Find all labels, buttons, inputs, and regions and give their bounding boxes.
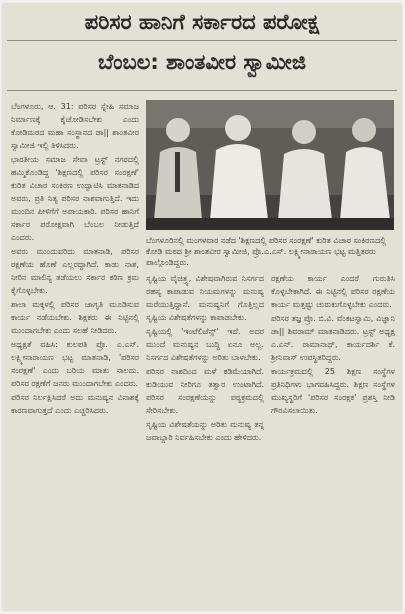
paragraph: ಅಧ್ಯಕ್ಷತೆ ವಹಿಸಿ: ಕುಲಪತಿ ಪ್ರೊ. ಎ.ಎಸ್. ಲಕ್ಷ್ಮೀನಾರಾಯಣ ಭಟ್ಟ ಮಾತನಾಡಿ, 'ಪರಿಸರ ಸಂರಕ್ಷಣೆ' ಎಂದು ಬರಿಯ ಮಾತು ಸಾಲದು. ಪರಿಸರ ರಕ್ಷಣೆಗೆ ಜನರು ಮುಂದಾಗಬೇಕು ಎಂದರು. bbox=[11, 340, 139, 388]
news-photo-illustration bbox=[146, 100, 394, 230]
article-column-3 bbox=[271, 272, 395, 418]
headline-bottom-rule bbox=[7, 90, 397, 91]
headline-line-2: ಬೆಂಬಲ: ಶಾಂತವೀರ ಸ್ವಾಮೀಜಿ bbox=[98, 50, 306, 74]
article-column-2 bbox=[146, 272, 264, 445]
paragraph: ಪರಿಸರ ನಾಶದಿಂದ ಮಳೆ ಕಡಿಮೆಯಾಗಿದೆ. ಕುಡಿಯುವ ನೀರಿಗೂ ತತ್ವಾರ ಉಂಟಾಗಿದೆ. ಪರಿಸರ ಸಂರಕ್ಷಣೆಯನ್ನು ಪಠ್ಯಕ್ರಮದಲ್ಲಿ ಸೇರಿಸಬೇಕು. bbox=[146, 367, 264, 415]
newspaper-clipping bbox=[3, 4, 401, 610]
paragraph: ಸೃಷ್ಟಿಯಲ್ಲಿ 'ಇಂಟೆಲಿಜೆನ್ಸ್' ಇದೆ. ಅದರ ಮುಂದೆ ಮನುಷ್ಯನ ಬುದ್ಧಿ ಏನೂ ಅಲ್ಲ. ನಿಸರ್ಗದ ವಿಶೇಷತೆಗಳನ್ನು ಅರಿತು ಬಾಳಬೇಕು. bbox=[146, 327, 264, 362]
paragraph: ಸೃಷ್ಟಿಯ ವೈಚಿತ್ರ್ಯ, ವಿಶೇಷವಾಗಿರುವ ನಿಸರ್ಗದ ರಹಸ್ಯ ಕಾಪಾಡುವ ನಿಯಮಗಳನ್ನು ಮನುಷ್ಯ ಮರೆಯುತ್ತಿದ್ದಾನೆ. ಮನುಷ್ಯನಿಗೆ ಗೊತ್ತಿಲ್ಲದ ಸೃಷ್ಟಿಯ ವಿಶೇಷತೆಗಳನ್ನು ಕಾಪಾಡಬೇಕು. bbox=[146, 274, 264, 322]
paragraph: ಅವರು ಮುಂದುವರಿದು ಮಾತನಾಡಿ, ಪರಿಸರ ರಕ್ಷಣೆಯ ಹೊಣೆ ಎಲ್ಲರದ್ದಾಗಿದೆ. ಕಾಡು ನಾಶ, ನೀರಿನ ಮಾಲಿನ್ಯ ತಡೆಯಲು ಸರ್ಕಾರ ಕಠಿಣ ಕ್ರಮ ಕೈಗೊಳ್ಳಬೇಕು. bbox=[11, 247, 139, 295]
paragraph: ಭಾರತೀಯ ಸಮಾಜ ಸೇವಾ ಟ್ರಸ್ಟ್ ನಗರದಲ್ಲಿ ಹಮ್ಮಿಕೊಂಡಿದ್ದ 'ಶಿಕ್ಷಣದಲ್ಲಿ ಪರಿಸರ ಸಂರಕ್ಷಣೆ' ಕುರಿತ ವಿಚಾರ ಸಂಕಿರಣ ಉದ್ಘಾಟಿಸಿ ಮಾತನಾಡಿದ ಅವರು, ಪ್ರತಿ ನಿತ್ಯ ಪರಿಸರ ನಾಶವಾಗುತ್ತಿದೆ. ಇದು ಮುಂದಿನ ಪೀಳಿಗೆಗೆ ಅಪಾಯಕಾರಿ. ಪರಿಸರ ಹಾನಿಗೆ ಸರ್ಕಾರ ಪರೋಕ್ಷವಾಗಿ ಬೆಂಬಲ ನೀಡುತ್ತಿದೆ ಎಂದರು. bbox=[11, 155, 139, 242]
photo-caption: ಬೆಂಗಳೂರಿನಲ್ಲಿ ಮಂಗಳವಾರ ನಡೆದ 'ಶಿಕ್ಷಣದಲ್ಲಿ ಪರಿಸರ ಸಂರಕ್ಷಣೆ' ಕುರಿತ ವಿಚಾರ ಸಂಕಿರಣದಲ್ಲಿ ಕೋಡಿ ಮಠದ ಶ್ರೀ ಶಾಂತವೀರ ಸ್ವಾಮೀಜಿ, ಪ್ರೊ.ಎ.ಎಸ್. ಲಕ್ಷ್ಮೀನಾರಾಯಣ ಭಟ್ಟ ಮತ್ತಿತರರು ಪಾಲ್ಗೊಂಡಿದ್ದರು. bbox=[146, 236, 387, 267]
paragraph: ಶಾಲಾ ಮಕ್ಕಳಲ್ಲಿ ಪರಿಸರ ಜಾಗೃತಿ ಮೂಡಿಸುವ ಕಾರ್ಯ ನಡೆಯಬೇಕು. ಶಿಕ್ಷಕರು ಈ ನಿಟ್ಟಿನಲ್ಲಿ ಮುಂದಾಗಬೇಕು ಎಂದು ಸಲಹೆ ನೀಡಿದರು. bbox=[11, 300, 139, 335]
paragraph: ಬೆಂಗಳೂರು, ಆ. 31: ಪರಿಸರ ಸ್ನೇಹಿ ಸಮಾಜ ನಿರ್ಮಾಣಕ್ಕೆ ಕೈಜೋಡಿಸಬೇಕು ಎಂದು ಕೋಡಿಮಠದ ಮಹಾ ಸಂಸ್ಥಾನದ ಡಾ|| ಶಾಂತವೀರ ಸ್ವಾಮೀಜಿ ಇಲ್ಲಿ ತಿಳಿಸಿದರು. bbox=[11, 102, 139, 150]
paragraph: ಕಾರ್ಯಕ್ರಮದಲ್ಲಿ 25 ಶಿಕ್ಷಣ ಸಂಸ್ಥೆಗಳ ಪ್ರತಿನಿಧಿಗಳು ಭಾಗವಹಿಸಿದ್ದರು. ಶಿಕ್ಷಣ ಸಂಸ್ಥೆಗಳ ಮುಖ್ಯಸ್ಥರಿಗೆ 'ಪರಿಸರ ಸಂರಕ್ಷಕ' ಪ್ರಶಸ್ತಿ ನೀಡಿ ಗೌರವಿಸಲಾಯಿತು. bbox=[271, 367, 395, 415]
paragraph: ಪರಿಸರ ನಿರ್ಲಕ್ಷಿಸಿದರೆ ಅದು ಮನುಷ್ಯನ ವಿನಾಶಕ್ಕೆ ಕಾರಣವಾಗುತ್ತದೆ ಎಂದು ಎಚ್ಚರಿಸಿದರು. bbox=[11, 393, 139, 415]
paragraph: ರಕ್ಷಣೆಯ ಕಾರ್ಯ ಎಂದರೆ ಗುರುತಿಸಿ ಕೊಳ್ಳಬೇಕಾಗಿದೆ. ಈ ನಿಟ್ಟಿನಲ್ಲಿ ಪರಿಸರ ರಕ್ಷಣೆಯ ಕಾರ್ಯ ಮತ್ತಷ್ಟು ಚುರುಕುಗೊಳ್ಳಬೇಕು ಎಂದರು. bbox=[271, 274, 395, 309]
news-photo bbox=[146, 100, 394, 230]
headline-divider bbox=[7, 40, 397, 41]
paragraph: ಸೃಷ್ಟಿಯ ವಿಶೇಷತೆಯನ್ನು ಅರಿತು ಮನುಷ್ಯ ತನ್ನ ಜವಾಬ್ದಾರಿ ನಿರ್ವಹಿಸಬೇಕು ಎಂದು ಹೇಳಿದರು. bbox=[146, 420, 264, 442]
article-column-1 bbox=[11, 100, 139, 418]
paragraph: ಪರಿಸರ ತಜ್ಞ ಪ್ರೊ. ಬಿ.ವಿ. ವೆಂಕಟಸ್ವಾಮಿ, ವಿಜ್ಞಾನಿ ಡಾ|| ಶಿವರಾಮ್ ಮಾತನಾಡಿದರು. ಟ್ರಸ್ಟ್ ಅಧ್ಯಕ್ಷ ಎ.ಎನ್. ರಾಮಾನಾಥ್, ಕಾರ್ಯದರ್ಶಿ ಕೆ. ಶ್ರೀನಿವಾಸ್ ಉಪಸ್ಥಿತರಿದ್ದರು. bbox=[271, 314, 395, 362]
headline-line-1: ಪರಿಸರ ಹಾನಿಗೆ ಸರ್ಕಾರದ ಪರೋಕ್ಷ bbox=[84, 10, 320, 34]
